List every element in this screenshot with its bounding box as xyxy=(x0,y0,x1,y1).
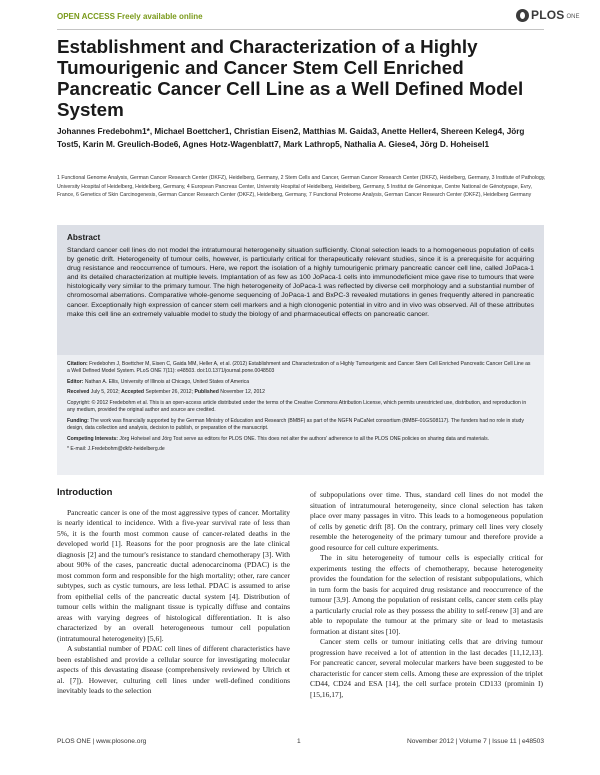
journal-logo xyxy=(516,8,580,22)
left-column xyxy=(57,488,290,697)
open-access-banner: OPEN ACCESS Freely available online xyxy=(57,12,203,21)
body-paragraph: Pancreatic cancer is one of the most aggressive types of cancer. Mortality is nearly identical to incidence. With a five-year survival rate of less than 5%, it is the fourth most common cause of cancer-related deaths in the developed world [1]. Reasons for the poor prognosis are the late clinical diagnosis [2] and the tumour's resistance to standard chemotherapy [3]. With about 90% of the cases, pancreatic ductal adenocarcinoma (PDAC) is the most common form and responsible for the high mortality; other, rare cancer subtypes, such as cystic tumours, are less lethal. PDAC is assumed to arise from epithelial cells of the pancreatic ductal system [4]. Distribution of tumour cells within the malignant tissue is typically diffuse and contains areas with varying degrees of histological differentiation. It is also characterized by an overall heterogeneous tumour cell population (intratumoural heterogeneity) [5,6]. xyxy=(57,507,290,643)
body-paragraph: A substantial number of PDAC cell lines of different characteristics have been established and provide a cellular source for investigating molecular aspects of this devastating disease (comprehensively reviewed by Ulrich et al. [7]). However, culturing cell lines under well-defined conditions inevitably leads to the selection xyxy=(57,644,290,695)
journal-site[interactable]: PLOS ONE | www.plosone.org xyxy=(57,738,147,745)
body-paragraph: of subpopulations over time. Thus, standard cell lines do not model the situation of intratumoural heterogeneity, since clonal selection has taken place over many passages in vitro. This leads to a homogeneous population of cells by genetic drift [8]. On the contrary, primary cell lines very closely resemble the heterogeneity of the primary tumour and therefore provide a good resource for cell culture experiments. xyxy=(310,490,543,552)
corresponding-email[interactable]: * E-mail: J.Fredebohm@dkfz-heidelberg.de xyxy=(67,446,165,453)
citation: Citation: Fredebohm J, Boettcher M, Eisen C, Gaida MM, Heller A, et al. (2012) Establishment and Characterization of a Highly Tumourigenic and Cancer Stem Cell Enriched Pancreatic Cancer Cell Line as a Well Defined Model System. PLoS ONE 7(11): e48503. doi:10.1371/journal.pone.0048503 xyxy=(67,361,531,375)
affiliations: 1 Functional Genome Analysis, German Cancer Research Center (DKFZ), Heidelberg, Germany, 2 Stem Cells and Cancer, German Cancer Research Center (DKFZ), Heidelberg, Germany, 3 Institute of Pathology, University Hospital of Heidelberg, Heidelberg, Germany, 4 European Pancreas Center, University Hospital of Heidelberg, Heidelberg, Germany, 5 Institut de Génomique, Centre National de Génotypage, Evry, France, 6 Genetics of Skin Carcinogenesis, German Cancer Research Center (DKFZ), Heidelberg, Germany, 7 Functional Proteome Analysis, German Cancer Research Center (DKFZ), Heidelberg Germany xyxy=(57,175,546,199)
right-column xyxy=(310,490,543,700)
journal-logo-text: PLOS xyxy=(531,8,565,22)
issue-info: November 2012 | Volume 7 | Issue 11 | e48503 xyxy=(407,738,544,745)
abstract-heading: Abstract xyxy=(67,233,101,242)
editor: Editor: Nathan A. Ellis, University of Illinois at Chicago, United States of America xyxy=(67,378,250,385)
abstract-box xyxy=(57,225,544,355)
article-metadata xyxy=(57,355,544,475)
header-divider xyxy=(57,29,544,30)
body-paragraph: Cancer stem cells or tumour initiating cells that are driving tumour progression have received a lot of attention in the last decades [11,12,13]. For pancreatic cancer, several molecular markers have been suggested to be characteristic for cancer stem cells. Among these are expression of the triplet CD44, CD24 and ESA [14], the cell surface protein CD133 (prominin I) [15,16,17], xyxy=(310,637,543,699)
introduction-heading: Introduction xyxy=(57,487,113,498)
journal-logo-sub: ONE xyxy=(566,13,580,20)
plos-logo-icon xyxy=(516,9,529,22)
page-number: 1 xyxy=(297,738,301,745)
author-list: Johannes Fredebohm1*, Michael Boettcher1, Christian Eisen2, Matthias M. Gaida3, Anette Heller4, Shereen Keleg4, Jörg Tost5, Karin M. Greulich-Bode6, Agnes Hotz-Wagenblatt7, Mark Lathrop5, Nathalia A. Giese4, Jörg D. Hoheisel1 xyxy=(57,127,525,149)
paper-title: Establishment and Characterization of a Highly Tumourigenic and Cancer Stem Cell Enriched Pancreatic Cancer Cell Line as a Well Defined Model System xyxy=(57,36,524,120)
body-paragraph: The in situ heterogeneity of tumour cells is especially critical for experiments testing the effects of chemotherapy, because heterogeneity provides the foundation for the selection of resistant subpopulations, which in turn form the basis for acquired drug resistance and reoccurrence of the tumour [3,9]. Among the population of resistant cells, cancer stem cells play a particularly crucial role as they possess the ability to self-renew [3] and are able to repopulate the tumour at the primary site or lead to metastasis formation at distant sites [10]. xyxy=(310,553,543,636)
competing-interests: Competing Interests: Jörg Hoheisel and Jörg Tost serve as editors for PLOS ONE. This does not alter the authors' adherence to all the PLOS ONE policies on sharing data and materials. xyxy=(67,435,490,442)
copyright: Copyright: © 2012 Fredebohm et al. This is an open-access article distributed under the terms of the Creative Commons Attribution License, which permits unrestricted use, distribution, and reproduction in any medium, provided the original author and source are credited. xyxy=(67,400,527,414)
abstract-text: Standard cancer cell lines do not model the intratumoural heterogeneity situation sufficiently. Clonal selection leads to a homogeneous population of cells by genetic drift. Heterogeneity of tumour cells, however, is particularly critical for therapeutically relevant studies, since it is a prerequisite for acquiring drug resistance and reoccurrence of tumours. Here, we report the isolation of a highly tumourigenic primary pancreatic cancer cell line, called JoPaca-1 and its detailed characterization at multiple levels. Implantation of as few as 100 JoPaca-1 cells into immunodeficient mice gave rise to tumours that were histologically very similar to the primary tumour. The high heterogeneity of JoPaca-1 was reflected by diverse cell morphology and a substantial number of chromosomal aberrations. Comparative whole-genome sequencing of JoPaca-1 and BxPC-3 revealed mutations in genes frequently altered in pancreatic cancer. Exceptionally high expression of cancer stem cell markers and a high clonogenic potential in vitro and in vivo was observed. All of these attributes make this cell line an extremely valuable model to study the biology of and pharmaceutical effects on pancreatic cancer. xyxy=(67,247,534,318)
dates: Received July 5, 2012; Accepted September 26, 2012; Published November 12, 2012 xyxy=(67,389,265,396)
funding: Funding: The work was financially supported by the German Ministry of Education and Research (BMBF) as part of the NGFN PaCaNet consortium (BMBF-01GS08117). The funders had no role in study design, data collection and analysis, decision to publish, or preparation of the manuscript. xyxy=(67,417,524,432)
